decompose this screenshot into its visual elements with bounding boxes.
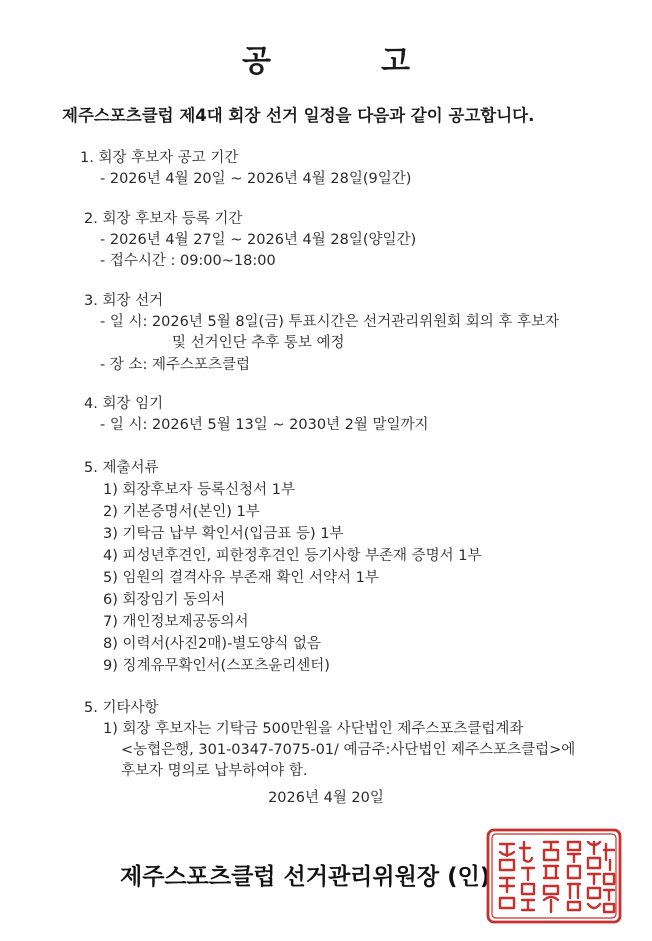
signature-line: 제주스포츠클럽 선거관리위원장 (인)	[120, 864, 491, 890]
section-3-heading: 3. 회장 선거	[84, 293, 164, 309]
section-3-line-1: - 일 시: 2026년 5월 8일(금) 투표시간은 선거관리위원회 회의 후 후보자	[100, 314, 560, 330]
notice-date: 2026년 4월 20일	[268, 790, 384, 806]
section-2-line-1: - 2026년 4월 27일 ~ 2026년 4월 28일(양일간)	[100, 232, 417, 248]
section-2-line-2: - 접수시간 : 09:00~18:00	[100, 253, 276, 269]
document-item-7: 7) 개인정보제공동의서	[103, 614, 249, 630]
section-1-line-1: - 2026년 4월 20일 ~ 2026년 4월 28일(9일간)	[100, 171, 412, 187]
document-item-1: 1) 회장후보자 등록신청서 1부	[103, 482, 296, 498]
official-seal-stamp	[484, 826, 624, 926]
document-item-3: 3) 기탁금 납부 확인서(입금표 등) 1부	[103, 526, 344, 542]
document-item-2: 2) 기본증명서(본인) 1부	[103, 504, 260, 520]
document-item-9: 9) 징계유무확인서(스포츠윤리센터)	[103, 658, 330, 674]
section-1-heading: 1. 회장 후보자 공고 기간	[80, 150, 239, 166]
section-4-line-1: - 일 시: 2026년 5월 13일 ~ 2030년 2월 말일까지	[100, 417, 429, 433]
misc-line-2: <농협은행, 301-0347-7075-01/ 예금주:사단법인 제주스포츠클럽>에	[121, 742, 576, 758]
document-item-4: 4) 피성년후견인, 피한정후견인 등기사항 부존재 증명서 1부	[103, 548, 482, 564]
misc-line-3: 후보자 명의로 납부하여야 함.	[121, 763, 308, 779]
document-item-8: 8) 이력서(사진2매)-별도양식 없음	[103, 636, 321, 652]
section-3-line-2: 및 선거인단 추후 통보 예정	[172, 335, 345, 351]
document-item-6: 6) 회장임기 동의서	[103, 592, 226, 608]
section-2-heading: 2. 회장 후보자 등록 기간	[84, 211, 243, 227]
section-4-heading: 4. 회장 임기	[84, 396, 164, 412]
notice-lead: 제주스포츠클럽 제4대 회장 선거 일정을 다음과 같이 공고합니다.	[62, 106, 535, 125]
section-3-line-3: - 장 소: 제주스포츠클럽	[100, 357, 251, 373]
document-item-5: 5) 임원의 결격사유 부존재 확인 서약서 1부	[103, 570, 379, 586]
notice-title: 공 고	[242, 44, 450, 79]
section-6-heading: 5. 기타사항	[84, 700, 159, 716]
misc-line-1: 1) 회장 후보자는 기탁금 500만원을 사단법인 제주스포츠클럽계좌	[103, 721, 524, 737]
section-5-heading: 5. 제출서류	[84, 460, 159, 476]
